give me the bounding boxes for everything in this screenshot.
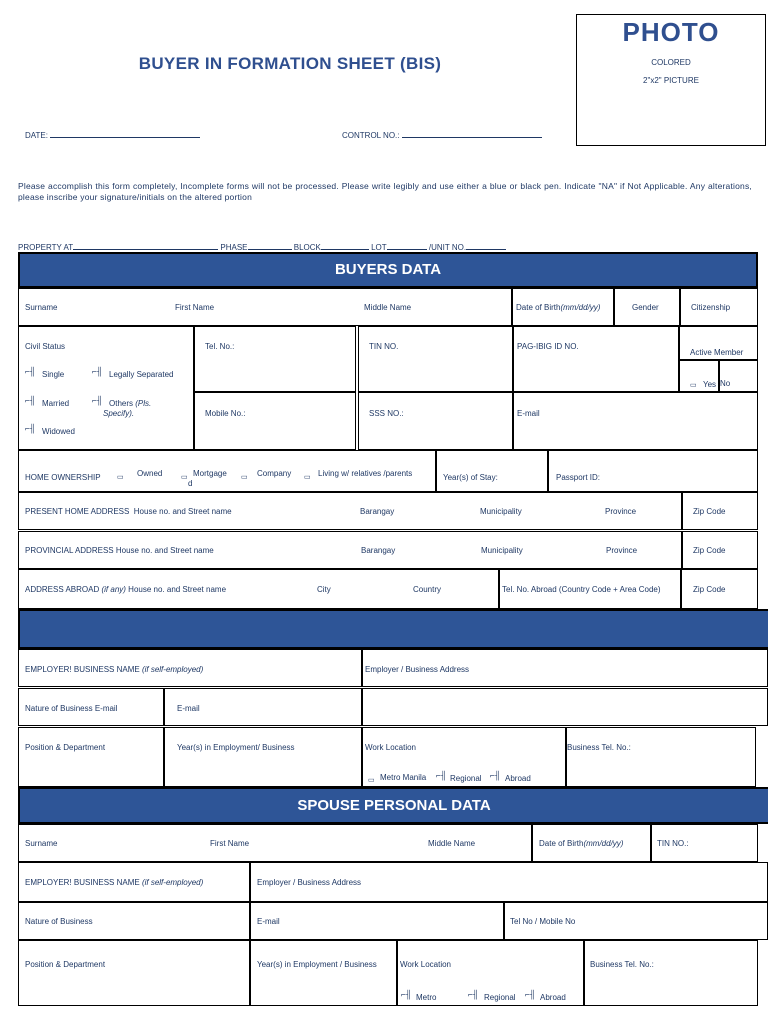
present-barangay-label: Barangay bbox=[360, 507, 395, 516]
present-zip-cell[interactable] bbox=[682, 492, 758, 530]
photo-box bbox=[576, 14, 766, 146]
years-stay-cell[interactable] bbox=[436, 450, 548, 492]
spouse-metro-label: Metro bbox=[416, 993, 437, 1002]
abroad-address-label: ADDRESS ABROAD (if any) House no. and Street name bbox=[25, 585, 227, 594]
business-tel-label: Business Tel. No.: bbox=[567, 743, 631, 752]
mortgaged-label: Mortgage bbox=[193, 469, 227, 478]
employer-address-label: Employer / Business Address bbox=[365, 665, 470, 674]
form-title: BUYER IN FORMATION SHEET (BIS) bbox=[138, 54, 442, 73]
buyer-name-cell[interactable] bbox=[18, 288, 512, 326]
employment-blank-cell[interactable] bbox=[362, 688, 768, 726]
spouse-work-location-label: Work Location bbox=[400, 960, 451, 969]
single-checkbox[interactable]: ⌐╢ bbox=[25, 367, 36, 376]
provincial-province-label: Province bbox=[606, 546, 638, 555]
property-at-label: PROPERTY AT bbox=[18, 243, 74, 252]
control-row bbox=[342, 128, 542, 140]
spouse-position-label: Position & Department bbox=[25, 960, 106, 969]
present-zip-label: Zip Code bbox=[693, 507, 726, 516]
control-label: CONTROL NO.: bbox=[342, 131, 400, 140]
tin-cell[interactable] bbox=[358, 326, 513, 392]
present-municipality-label: Municipality bbox=[480, 507, 522, 516]
provincial-address-label: PROVINCIAL ADDRESS House no. and Street name bbox=[25, 546, 214, 555]
no-cell[interactable] bbox=[719, 360, 758, 392]
widowed-label: Widowed bbox=[42, 427, 75, 436]
widowed-checkbox[interactable]: ⌐╢ bbox=[25, 424, 36, 433]
citizenship-label: Citizenship bbox=[691, 303, 731, 312]
spouse-tel-mobile-cell[interactable] bbox=[504, 902, 768, 940]
middle-name-label: Middle Name bbox=[364, 303, 412, 312]
photo-size: 2"x2" PICTURE bbox=[643, 76, 699, 85]
married-checkbox[interactable]: ⌐╢ bbox=[25, 396, 36, 405]
regional-checkbox[interactable]: ⌐╢ bbox=[436, 771, 447, 780]
active-member-cell bbox=[679, 326, 758, 360]
spouse-dob-cell[interactable] bbox=[532, 824, 651, 862]
abroad-zip-cell[interactable] bbox=[681, 569, 758, 609]
property-row bbox=[18, 240, 758, 252]
employer-address-cell[interactable] bbox=[362, 649, 768, 687]
owned-label: Owned bbox=[137, 469, 163, 478]
nature-cell[interactable] bbox=[18, 688, 164, 726]
spouse-abroad-checkbox[interactable]: ⌐╢ bbox=[525, 990, 536, 999]
home-ownership-cell bbox=[18, 450, 436, 492]
spouse-tin-cell[interactable] bbox=[651, 824, 758, 862]
spouse-first-name-label: First Name bbox=[210, 839, 250, 848]
provincial-address-cell[interactable] bbox=[18, 531, 682, 569]
spouse-regional-label: Regional bbox=[484, 993, 516, 1002]
phase-field[interactable] bbox=[248, 240, 292, 250]
metro-manila-checkbox-icon[interactable]: ▭ bbox=[368, 777, 375, 784]
employment-email-cell[interactable] bbox=[164, 688, 362, 726]
regional-label: Regional bbox=[450, 774, 482, 783]
no-label: No bbox=[720, 379, 731, 388]
specify-label: Specify). bbox=[103, 409, 135, 418]
spouse-email-label: E-mail bbox=[257, 917, 280, 926]
years-stay-label: Year(s) of Stay: bbox=[443, 473, 498, 482]
yes-checkbox-icon[interactable]: ▭ bbox=[690, 382, 697, 389]
years-employment-cell[interactable] bbox=[164, 727, 362, 787]
legally-separated-label: Legally Separated bbox=[109, 370, 174, 379]
living-label: Living w/ relatives /parents bbox=[318, 469, 413, 478]
lot-field[interactable] bbox=[387, 240, 427, 250]
spouse-years-cell[interactable] bbox=[250, 940, 397, 1006]
spouse-employer-label: EMPLOYER! BUSINESS NAME (if self-employed) bbox=[25, 878, 204, 887]
spouse-data-header: SPOUSE PERSONAL DATA bbox=[18, 787, 768, 824]
spouse-nature-label: Nature of Business bbox=[25, 917, 93, 926]
tel-cell[interactable] bbox=[194, 326, 356, 392]
buyer-email-label: E-mail bbox=[517, 409, 540, 418]
present-address-cell[interactable] bbox=[18, 492, 682, 530]
mobile-label: Mobile No.: bbox=[205, 409, 246, 418]
passport-cell[interactable] bbox=[548, 450, 758, 492]
spouse-tin-label: TIN NO.: bbox=[657, 839, 689, 848]
provincial-municipality-label: Municipality bbox=[481, 546, 523, 555]
metro-manila-label: Metro Manila bbox=[380, 773, 427, 782]
present-address-label: PRESENT HOME ADDRESS House no. and Street name bbox=[25, 507, 232, 516]
unit-field[interactable] bbox=[466, 240, 506, 250]
spouse-email-cell[interactable] bbox=[250, 902, 504, 940]
spouse-regional-checkbox[interactable]: ⌐╢ bbox=[468, 990, 479, 999]
spouse-business-tel-cell[interactable] bbox=[584, 940, 758, 1006]
others-label: Others (Pls. bbox=[109, 399, 152, 408]
instructions: Please accomplish this form completely, Incomplete forms will not be processed. Please write legibly and use either a blue or black pen. Indicate "NA" if Not Applicable. Any alterations, please inscribe your signature/initials on the altered portion bbox=[18, 181, 752, 202]
block-label: BLOCK bbox=[293, 243, 321, 252]
yes-cell[interactable] bbox=[679, 360, 719, 392]
spouse-business-tel-label: Business Tel. No.: bbox=[590, 960, 654, 969]
spouse-nature-cell[interactable] bbox=[18, 902, 250, 940]
home-ownership-label: HOME OWNERSHIP bbox=[25, 473, 101, 482]
yes-label: Yes bbox=[703, 380, 717, 389]
spouse-employer-address-label: Employer / Business Address bbox=[257, 878, 362, 887]
photo-title: PHOTO bbox=[622, 17, 720, 47]
position-label: Position & Department bbox=[25, 743, 106, 752]
spouse-name-cell[interactable] bbox=[18, 824, 532, 862]
abroad-label: Abroad bbox=[505, 774, 531, 783]
spouse-metro-checkbox[interactable]: ⌐╢ bbox=[401, 990, 412, 999]
spouse-years-label: Year(s) in Employment / Business bbox=[257, 960, 377, 969]
legally-separated-checkbox[interactable]: ⌐╢ bbox=[92, 367, 103, 376]
first-name-label: First Name bbox=[175, 303, 215, 312]
company-checkbox-icon[interactable]: ▭ bbox=[241, 474, 248, 481]
block-field[interactable] bbox=[321, 240, 369, 250]
present-province-label: Province bbox=[605, 507, 637, 516]
spouse-abroad-label: Abroad bbox=[540, 993, 566, 1002]
owned-checkbox-icon[interactable]: ▭ bbox=[117, 474, 124, 481]
abroad-city-label: City bbox=[317, 585, 331, 594]
mortgaged-label-tail: d bbox=[188, 479, 193, 488]
photo-colored: COLORED bbox=[651, 58, 691, 67]
mobile-cell[interactable] bbox=[194, 392, 356, 450]
date-field[interactable] bbox=[50, 128, 200, 138]
provincial-zip-label: Zip Code bbox=[693, 546, 726, 555]
married-label: Married bbox=[42, 399, 70, 408]
surname-label: Surname bbox=[25, 303, 58, 312]
work-location-cell bbox=[362, 727, 566, 787]
tin-label: TIN NO. bbox=[369, 342, 399, 351]
abroad-country-label: Country bbox=[413, 585, 442, 594]
civil-status-label: Civil Status bbox=[25, 342, 66, 351]
employment-header-bar bbox=[18, 609, 768, 649]
others-checkbox[interactable]: ⌐╢ bbox=[92, 396, 103, 405]
spouse-work-location-cell bbox=[397, 940, 584, 1006]
buyer-email-cell[interactable] bbox=[513, 392, 758, 450]
spouse-employer-address-cell[interactable] bbox=[250, 862, 768, 902]
property-at-field[interactable] bbox=[73, 240, 218, 250]
work-location-label: Work Location bbox=[365, 743, 416, 752]
employer-name-label: EMPLOYER! BUSINESS NAME (if self-employed) bbox=[25, 665, 204, 674]
abroad-zip-label: Zip Code bbox=[693, 585, 726, 594]
employment-email-label: E-mail bbox=[177, 704, 200, 713]
years-employment-label: Year(s) in Employment/ Business bbox=[177, 743, 295, 752]
pagibig-cell[interactable] bbox=[513, 326, 679, 392]
mortgaged-checkbox-icon[interactable]: ▭ bbox=[181, 474, 188, 481]
spouse-employer-cell[interactable] bbox=[18, 862, 250, 902]
spouse-dob-label: Date of Birth(mm/dd/yy) bbox=[539, 839, 624, 848]
company-label: Company bbox=[257, 469, 292, 478]
control-field[interactable] bbox=[402, 128, 542, 138]
position-cell[interactable] bbox=[18, 727, 164, 787]
nature-label: Nature of Business E-mail bbox=[25, 704, 118, 713]
living-checkbox-icon[interactable]: ▭ bbox=[304, 474, 311, 481]
spouse-surname-label: Surname bbox=[25, 839, 58, 848]
spouse-tel-mobile-label: Tel No / Mobile No bbox=[510, 917, 576, 926]
sss-label: SSS NO.: bbox=[369, 409, 404, 418]
date-row bbox=[25, 128, 200, 140]
lot-label: LOT bbox=[371, 243, 387, 252]
gender-label: Gender bbox=[632, 303, 659, 312]
passport-label: Passport ID: bbox=[556, 473, 601, 482]
phase-label: PHASE bbox=[220, 243, 248, 252]
dob-label: Date of Birth(mm/dd/yy) bbox=[516, 303, 601, 312]
provincial-zip-cell[interactable] bbox=[682, 531, 758, 569]
abroad-checkbox[interactable]: ⌐╢ bbox=[490, 771, 501, 780]
single-label: Single bbox=[42, 370, 65, 379]
buyers-data-header: BUYERS DATA bbox=[18, 252, 758, 288]
citizenship-cell[interactable] bbox=[680, 288, 758, 326]
spouse-position-cell[interactable] bbox=[18, 940, 250, 1006]
sss-cell[interactable] bbox=[358, 392, 513, 450]
tel-label: Tel. No.: bbox=[205, 342, 235, 351]
civil-status-cell bbox=[18, 326, 194, 450]
business-tel-cell[interactable] bbox=[566, 727, 756, 787]
pagibig-label: PAG-IBIG ID NO. bbox=[517, 342, 579, 351]
provincial-barangay-label: Barangay bbox=[361, 546, 396, 555]
tel-abroad-label: Tel. No. Abroad (Country Code + Area Code) bbox=[502, 585, 661, 594]
active-member-label: Active Member bbox=[690, 348, 744, 357]
tel-abroad-cell[interactable] bbox=[499, 569, 681, 609]
spouse-middle-name-label: Middle Name bbox=[428, 839, 476, 848]
gender-cell[interactable] bbox=[614, 288, 680, 326]
employer-name-cell[interactable] bbox=[18, 649, 362, 687]
unit-label: /UNIT NO. bbox=[428, 243, 467, 252]
date-label: DATE: bbox=[25, 131, 48, 140]
dob-cell[interactable] bbox=[512, 288, 614, 326]
abroad-address-cell[interactable] bbox=[18, 569, 499, 609]
